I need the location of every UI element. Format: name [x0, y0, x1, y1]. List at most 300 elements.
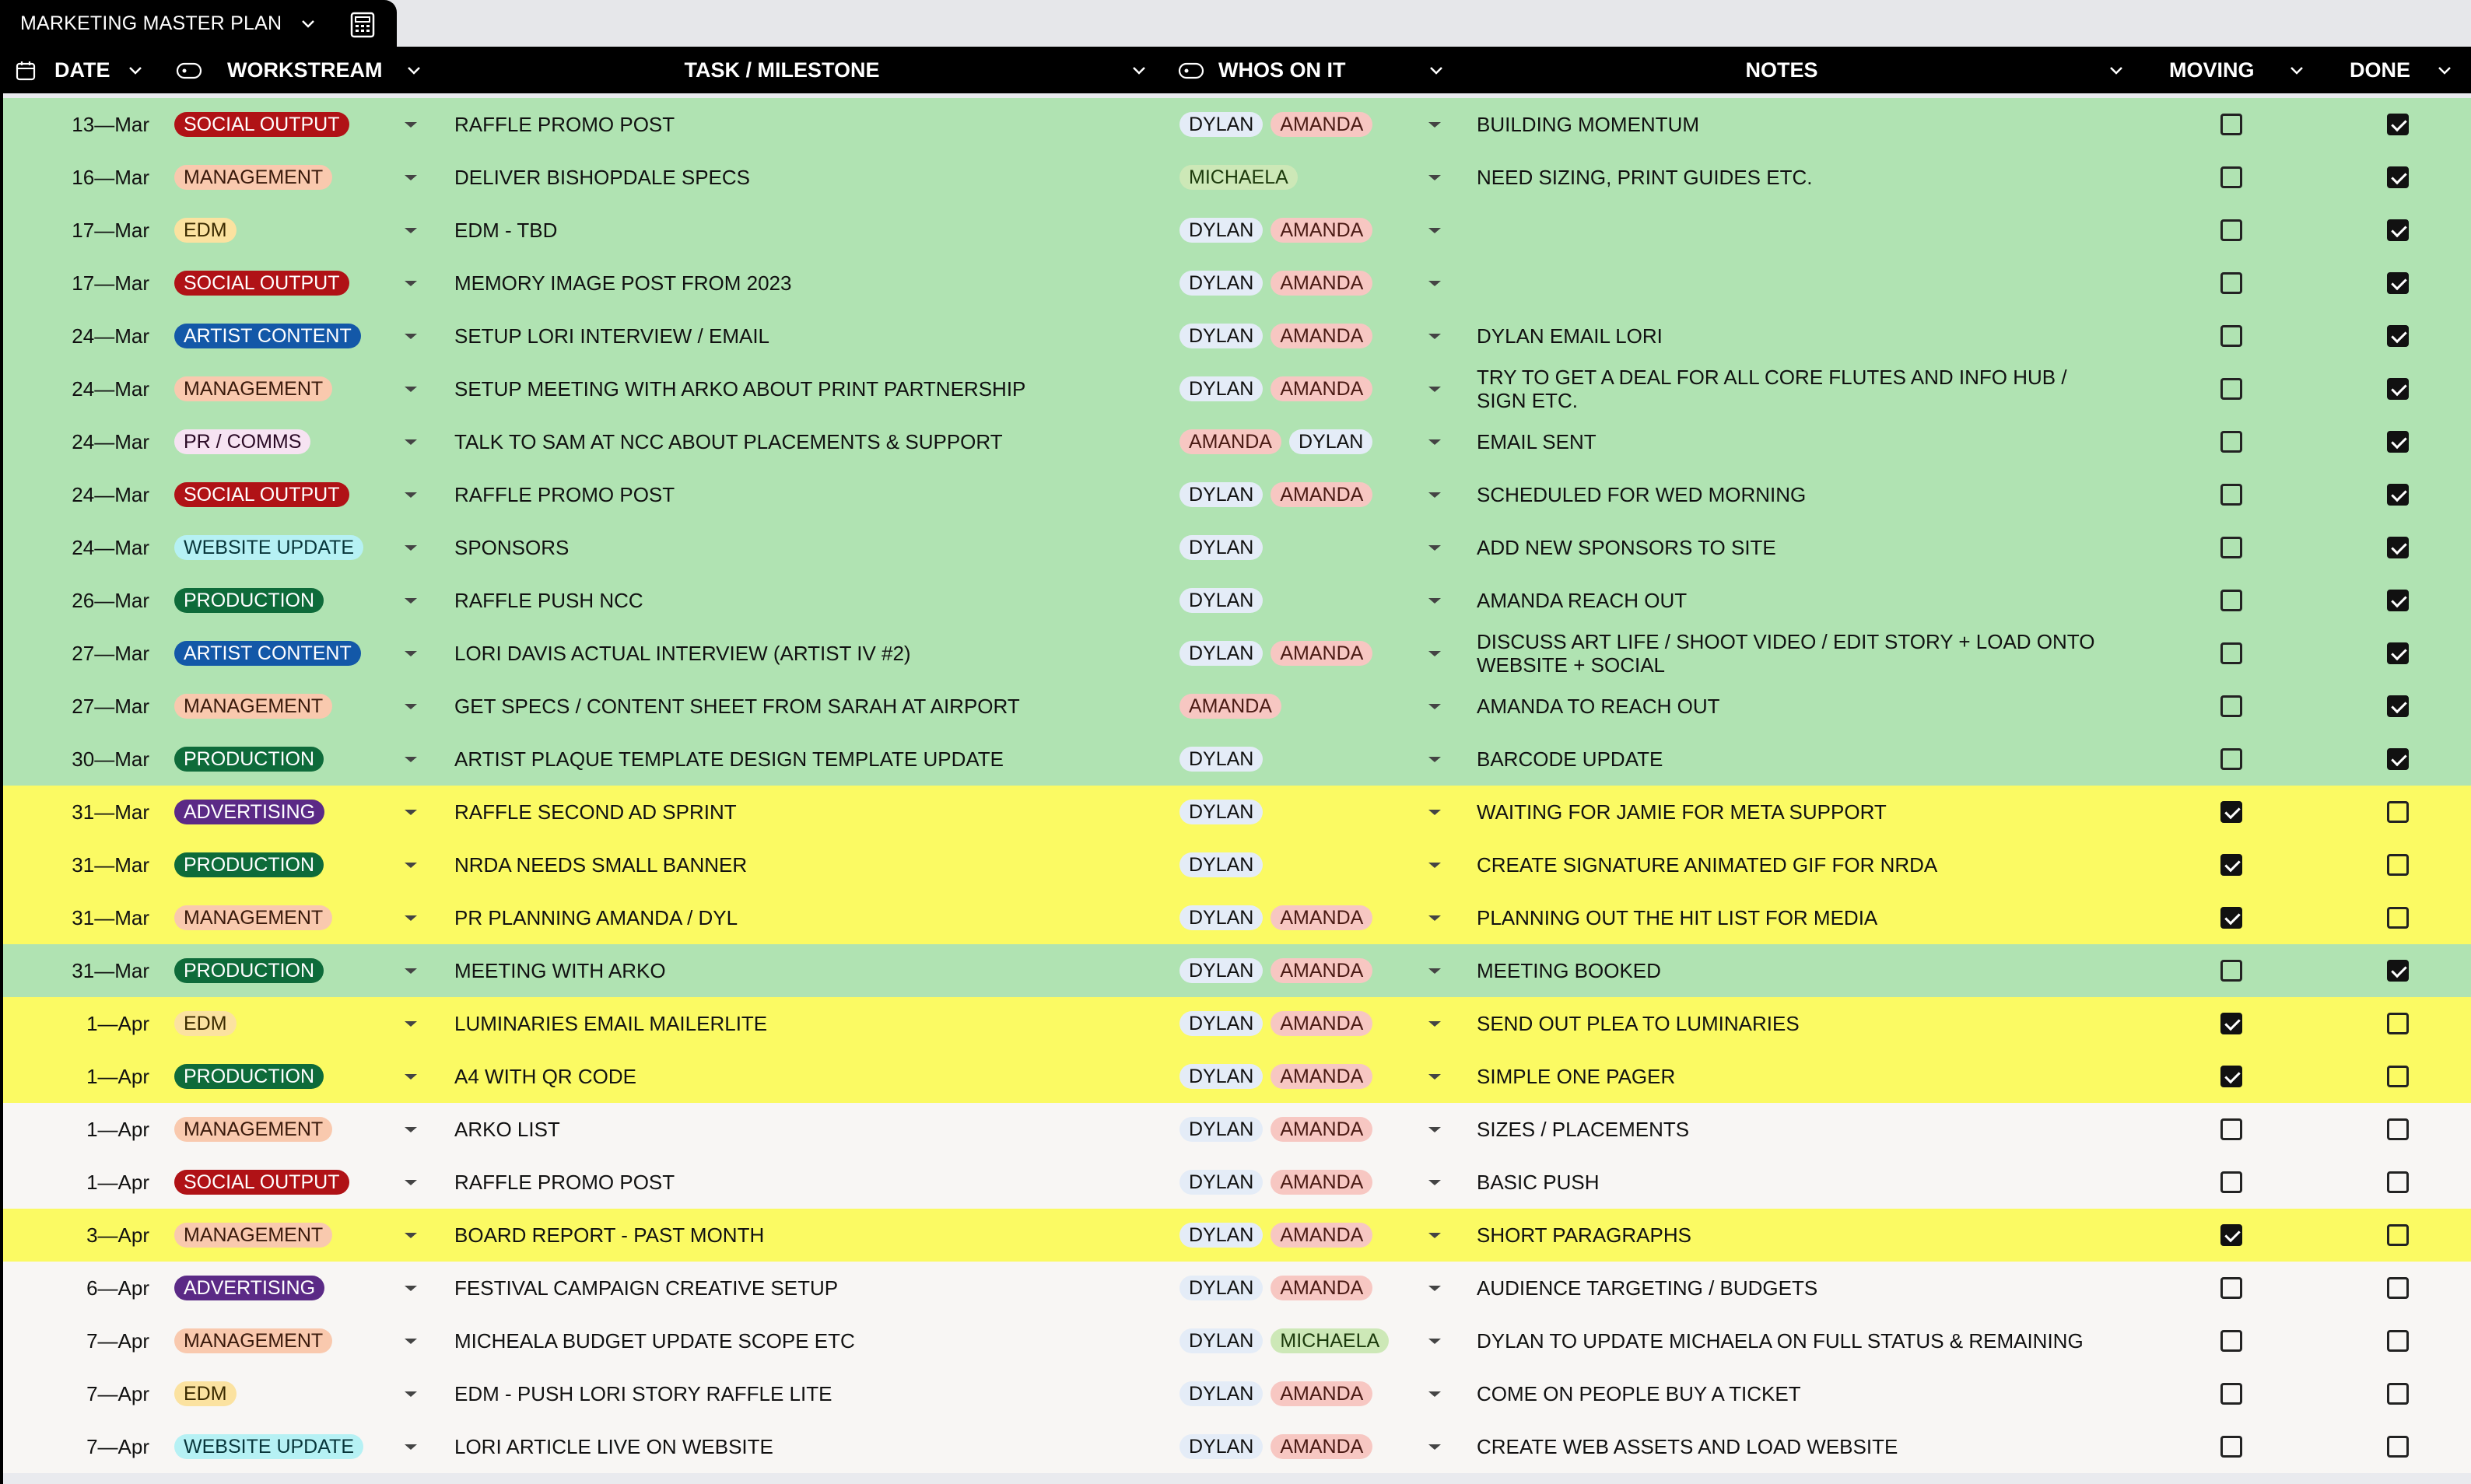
done-checkbox[interactable]	[2387, 431, 2409, 453]
caret-down-icon[interactable]	[405, 1391, 417, 1397]
whos-on-it-cell[interactable]	[1179, 1420, 1380, 1473]
moving-checkbox[interactable]	[2220, 431, 2242, 453]
workstream-cell[interactable]	[174, 1262, 324, 1314]
done-checkbox[interactable]	[2387, 1013, 2409, 1034]
caret-down-icon[interactable]	[405, 281, 417, 286]
chevron-down-icon[interactable]	[2287, 61, 2306, 79]
workstream-cell[interactable]	[174, 1103, 332, 1156]
caret-down-icon[interactable]	[405, 1286, 417, 1291]
date-value: 6—Apr	[86, 1276, 149, 1300]
header-whos-on-it[interactable]: WHOS ON IT	[1218, 58, 1346, 82]
done-checkbox[interactable]	[2387, 1118, 2409, 1140]
workstream-cell[interactable]	[174, 257, 349, 310]
moving-checkbox[interactable]	[2220, 1171, 2242, 1193]
date-cell[interactable]	[0, 733, 149, 786]
moving-checkbox[interactable]	[2220, 1330, 2242, 1352]
workstream-cell[interactable]	[174, 1209, 332, 1262]
task-cell[interactable]	[454, 310, 769, 362]
task-cell[interactable]	[454, 362, 1025, 415]
done-checkbox[interactable]	[2387, 642, 2409, 664]
caret-down-icon[interactable]	[1428, 1180, 1441, 1185]
workstream-cell[interactable]	[174, 1314, 332, 1367]
table-row	[0, 1262, 2471, 1314]
task-cell[interactable]	[454, 997, 767, 1050]
done-checkbox[interactable]	[2387, 695, 2409, 717]
caret-down-icon[interactable]	[1428, 1286, 1441, 1291]
notes-cell[interactable]	[1477, 151, 2115, 204]
done-checkbox[interactable]	[2387, 907, 2409, 929]
caret-down-icon[interactable]	[1428, 1233, 1441, 1238]
whos-on-it-cell[interactable]	[1179, 944, 1380, 997]
notes-cell[interactable]	[1477, 786, 2115, 838]
chevron-down-icon[interactable]	[126, 61, 145, 79]
task-cell[interactable]	[454, 733, 1004, 786]
person-chip: DYLAN	[1179, 218, 1263, 243]
task-cell[interactable]	[454, 1262, 838, 1314]
date-cell[interactable]	[0, 204, 149, 257]
moving-checkbox[interactable]	[2220, 1383, 2242, 1405]
done-checkbox[interactable]	[2387, 484, 2409, 506]
caret-down-icon[interactable]	[405, 968, 417, 974]
workstream-cell[interactable]	[174, 151, 332, 204]
done-checkbox[interactable]	[2387, 590, 2409, 611]
date-cell[interactable]	[0, 627, 149, 680]
task-cell[interactable]	[454, 151, 750, 204]
notes-cell[interactable]	[1477, 733, 2115, 786]
task-text: RAFFLE SECOND AD SPRINT	[454, 800, 737, 824]
caret-down-icon[interactable]	[1428, 1127, 1441, 1132]
date-cell[interactable]	[0, 944, 149, 997]
notes-cell[interactable]	[1477, 362, 2115, 415]
done-checkbox[interactable]	[2387, 1436, 2409, 1458]
task-cell[interactable]	[454, 891, 738, 944]
date-cell[interactable]	[0, 891, 149, 944]
task-cell[interactable]	[454, 786, 737, 838]
person-chip: DYLAN	[1179, 535, 1263, 560]
caret-down-icon[interactable]	[405, 122, 417, 128]
workstream-cell[interactable]	[174, 1050, 324, 1103]
caret-down-icon[interactable]	[405, 598, 417, 604]
person-chip: DYLAN	[1179, 1434, 1263, 1459]
task-text: LUMINARIES EMAIL MAILERLITE	[454, 1011, 768, 1035]
task-cell[interactable]	[454, 1156, 675, 1209]
done-checkbox[interactable]	[2387, 1066, 2409, 1087]
chevron-down-icon[interactable]	[2435, 61, 2454, 79]
notes-text: SIMPLE ONE PAGER	[1477, 1065, 1676, 1088]
whos-on-it-cell[interactable]	[1179, 310, 1380, 362]
person-chip: AMANDA	[1271, 1170, 1372, 1195]
workstream-cell[interactable]	[174, 98, 349, 151]
done-checkbox[interactable]	[2387, 1277, 2409, 1299]
caret-down-icon[interactable]	[405, 228, 417, 233]
header-done[interactable]: DONE	[2350, 58, 2411, 82]
caret-down-icon[interactable]	[405, 1127, 417, 1132]
workstream-badge: SOCIAL OUTPUT	[174, 1170, 349, 1195]
whos-on-it-cell[interactable]	[1179, 1367, 1380, 1420]
caret-down-icon[interactable]	[405, 704, 417, 709]
moving-checkbox[interactable]	[2220, 1277, 2242, 1299]
notes-text: DISCUSS ART LIFE / SHOOT VIDEO / EDIT STORY + LOAD ONTO WEBSITE + SOCIAL	[1477, 630, 2095, 677]
caret-down-icon[interactable]	[405, 1074, 417, 1080]
workstream-cell[interactable]	[174, 997, 237, 1050]
date-value: 31—Mar	[72, 852, 149, 877]
workstream-cell[interactable]	[174, 891, 332, 944]
notes-cell[interactable]	[1477, 1420, 2115, 1473]
workstream-badge: MANAGEMENT	[174, 1117, 332, 1142]
done-checkbox[interactable]	[2387, 1224, 2409, 1246]
header-notes[interactable]: NOTES	[1745, 58, 1818, 82]
task-cell[interactable]	[454, 1367, 832, 1420]
person-chip: AMANDA	[1271, 112, 1372, 137]
workstream-cell[interactable]	[174, 415, 310, 468]
whos-on-it-cell[interactable]	[1179, 521, 1271, 574]
task-cell[interactable]	[454, 257, 791, 310]
whos-on-it-cell[interactable]	[1179, 1103, 1380, 1156]
date-cell[interactable]	[0, 574, 149, 627]
task-cell[interactable]	[454, 574, 643, 627]
whos-on-it-cell[interactable]	[1179, 1156, 1380, 1209]
caret-down-icon[interactable]	[405, 439, 417, 445]
done-checkbox[interactable]	[2387, 801, 2409, 823]
notes-text: MEETING BOOKED	[1477, 959, 1661, 982]
notes-text: NEED SIZING, PRINT GUIDES ETC.	[1477, 166, 1813, 189]
date-value: 26—Mar	[72, 588, 149, 612]
calculator-icon[interactable]	[349, 11, 377, 39]
whos-on-it-cell[interactable]	[1179, 997, 1380, 1050]
date-cell[interactable]	[0, 468, 149, 521]
person-chip: DYLAN	[1179, 958, 1263, 983]
whos-on-it-cell[interactable]	[1179, 1314, 1397, 1367]
date-cell[interactable]	[0, 786, 149, 838]
moving-checkbox[interactable]	[2220, 801, 2242, 823]
whos-on-it-cell[interactable]	[1179, 204, 1380, 257]
notes-text: WAITING FOR JAMIE FOR META SUPPORT	[1477, 800, 1887, 824]
workstream-cell[interactable]	[174, 204, 237, 257]
done-checkbox[interactable]	[2387, 854, 2409, 876]
date-cell[interactable]	[0, 838, 149, 891]
workstream-cell[interactable]	[174, 733, 324, 786]
caret-down-icon[interactable]	[1428, 1021, 1441, 1027]
chevron-down-icon[interactable]	[2107, 61, 2126, 79]
notes-cell[interactable]	[1477, 1262, 2115, 1314]
workstream-cell[interactable]	[174, 310, 361, 362]
person-chip: DYLAN	[1179, 747, 1263, 772]
whos-on-it-cell[interactable]	[1179, 415, 1380, 468]
caret-down-icon[interactable]	[1428, 439, 1441, 445]
workstream-cell[interactable]	[174, 627, 361, 680]
caret-down-icon[interactable]	[1428, 281, 1441, 286]
moving-checkbox[interactable]	[2220, 1118, 2242, 1140]
moving-checkbox[interactable]	[2220, 325, 2242, 347]
table-row	[0, 627, 2471, 680]
caret-down-icon[interactable]	[1428, 968, 1441, 974]
caret-down-icon[interactable]	[1428, 545, 1441, 551]
date-value: 24—Mar	[72, 324, 149, 348]
header-workstream[interactable]: WORKSTREAM	[227, 58, 383, 82]
task-cell[interactable]	[454, 415, 1003, 468]
date-cell[interactable]	[0, 257, 149, 310]
workstream-cell[interactable]	[174, 1156, 349, 1209]
moving-checkbox[interactable]	[2220, 695, 2242, 717]
notes-cell[interactable]	[1477, 1314, 2115, 1367]
moving-checkbox[interactable]	[2220, 854, 2242, 876]
moving-checkbox[interactable]	[2220, 219, 2242, 241]
whos-on-it-cell[interactable]	[1179, 838, 1271, 891]
moving-checkbox[interactable]	[2220, 1066, 2242, 1087]
notes-cell[interactable]	[1477, 1209, 2115, 1262]
moving-checkbox[interactable]	[2220, 272, 2242, 294]
notes-text: TRY TO GET A DEAL FOR ALL CORE FLUTES AND INFO HUB / SIGN ETC.	[1477, 366, 2067, 412]
task-cell[interactable]	[454, 521, 569, 574]
task-text: NRDA NEEDS SMALL BANNER	[454, 852, 748, 877]
person-chip: AMANDA	[1271, 218, 1372, 243]
done-checkbox[interactable]	[2387, 114, 2409, 135]
person-chip: DYLAN	[1179, 588, 1263, 613]
task-cell[interactable]	[454, 98, 675, 151]
notes-cell[interactable]	[1477, 891, 2115, 944]
caret-down-icon[interactable]	[1428, 863, 1441, 868]
table-row	[0, 468, 2471, 521]
notes-cell[interactable]	[1477, 1050, 2115, 1103]
task-text: ARKO LIST	[454, 1117, 560, 1141]
notes-cell[interactable]	[1477, 838, 2115, 891]
header-moving[interactable]: MOVING	[2169, 58, 2255, 82]
date-cell[interactable]	[0, 98, 149, 151]
workstream-cell[interactable]	[174, 838, 324, 891]
workstream-badge: PRODUCTION	[174, 747, 324, 772]
notes-cell[interactable]	[1477, 468, 2115, 521]
whos-on-it-cell[interactable]	[1179, 468, 1380, 521]
chevron-down-icon[interactable]	[1427, 61, 1446, 79]
moving-checkbox[interactable]	[2220, 537, 2242, 558]
task-text: RAFFLE PUSH NCC	[454, 588, 643, 612]
date-cell[interactable]	[0, 1367, 149, 1420]
moving-checkbox[interactable]	[2220, 1013, 2242, 1034]
done-checkbox[interactable]	[2387, 1330, 2409, 1352]
moving-checkbox[interactable]	[2220, 642, 2242, 664]
caret-down-icon[interactable]	[405, 810, 417, 815]
whos-on-it-cell[interactable]	[1179, 891, 1380, 944]
date-cell[interactable]	[0, 151, 149, 204]
moving-checkbox[interactable]	[2220, 484, 2242, 506]
person-chip: AMANDA	[1271, 1117, 1372, 1142]
date-value: 17—Mar	[72, 218, 149, 242]
whos-on-it-cell[interactable]	[1179, 98, 1380, 151]
caret-down-icon[interactable]	[405, 651, 417, 656]
done-checkbox[interactable]	[2387, 748, 2409, 770]
moving-checkbox[interactable]	[2220, 1224, 2242, 1246]
caret-down-icon[interactable]	[1428, 175, 1441, 180]
notes-cell[interactable]	[1477, 257, 2115, 310]
workstream-cell[interactable]	[174, 944, 324, 997]
task-cell[interactable]	[454, 1209, 764, 1262]
task-cell[interactable]	[454, 680, 1020, 733]
caret-down-icon[interactable]	[405, 1180, 417, 1185]
notes-cell[interactable]	[1477, 310, 2115, 362]
notes-cell[interactable]	[1477, 1156, 2115, 1209]
whos-on-it-cell[interactable]	[1179, 1209, 1380, 1262]
column-header-row	[0, 47, 2471, 93]
notes-text: BARCODE UPDATE	[1477, 747, 1663, 771]
caret-down-icon[interactable]	[405, 175, 417, 180]
whos-on-it-cell[interactable]	[1179, 1050, 1380, 1103]
person-chip: AMANDA	[1271, 1434, 1372, 1459]
task-cell[interactable]	[454, 204, 557, 257]
done-checkbox[interactable]	[2387, 960, 2409, 982]
whos-on-it-cell[interactable]	[1179, 786, 1271, 838]
notes-cell[interactable]	[1477, 98, 2115, 151]
caret-down-icon[interactable]	[1428, 122, 1441, 128]
header-date[interactable]: DATE	[54, 58, 110, 82]
whos-on-it-cell[interactable]	[1179, 362, 1380, 415]
notes-cell[interactable]	[1477, 1103, 2115, 1156]
task-cell[interactable]	[454, 1050, 636, 1103]
chevron-down-icon[interactable]	[299, 14, 317, 33]
caret-down-icon[interactable]	[1428, 704, 1441, 709]
notes-cell[interactable]	[1477, 627, 2115, 680]
notes-cell[interactable]	[1477, 521, 2115, 574]
task-text: RAFFLE PROMO POST	[454, 112, 675, 136]
caret-down-icon[interactable]	[405, 757, 417, 762]
whos-on-it-cell[interactable]	[1179, 574, 1271, 627]
task-cell[interactable]	[454, 1314, 855, 1367]
date-cell[interactable]	[0, 362, 149, 415]
caret-down-icon[interactable]	[1428, 228, 1441, 233]
date-value: 31—Mar	[72, 800, 149, 824]
person-chip: DYLAN	[1179, 1276, 1263, 1300]
moving-checkbox[interactable]	[2220, 114, 2242, 135]
moving-checkbox[interactable]	[2220, 166, 2242, 188]
notes-cell[interactable]	[1477, 204, 2115, 257]
caret-down-icon[interactable]	[1428, 598, 1441, 604]
done-checkbox[interactable]	[2387, 1171, 2409, 1193]
task-cell[interactable]	[454, 468, 675, 521]
caret-down-icon[interactable]	[405, 1233, 417, 1238]
caret-down-icon[interactable]	[1428, 651, 1441, 656]
moving-checkbox[interactable]	[2220, 960, 2242, 982]
moving-checkbox[interactable]	[2220, 907, 2242, 929]
done-checkbox[interactable]	[2387, 166, 2409, 188]
notes-cell[interactable]	[1477, 680, 2115, 733]
workstream-badge: SOCIAL OUTPUT	[174, 482, 349, 507]
moving-checkbox[interactable]	[2220, 378, 2242, 400]
moving-checkbox[interactable]	[2220, 590, 2242, 611]
caret-down-icon[interactable]	[405, 387, 417, 392]
task-cell[interactable]	[454, 944, 666, 997]
whos-on-it-cell[interactable]	[1179, 257, 1380, 310]
date-cell[interactable]	[0, 1262, 149, 1314]
caret-down-icon[interactable]	[1428, 1074, 1441, 1080]
workstream-cell[interactable]	[174, 786, 324, 838]
workstream-cell[interactable]	[174, 521, 363, 574]
caret-down-icon[interactable]	[405, 1444, 417, 1450]
date-cell[interactable]	[0, 415, 149, 468]
date-cell[interactable]	[0, 521, 149, 574]
date-cell[interactable]	[0, 1156, 149, 1209]
workstream-cell[interactable]	[174, 1420, 363, 1473]
whos-on-it-cell[interactable]	[1179, 627, 1380, 680]
workstream-cell[interactable]	[174, 362, 332, 415]
task-cell[interactable]	[454, 1420, 773, 1473]
whos-on-it-cell[interactable]	[1179, 1262, 1380, 1314]
workstream-badge: PRODUCTION	[174, 588, 324, 613]
caret-down-icon[interactable]	[1428, 810, 1441, 815]
date-cell[interactable]	[0, 1050, 149, 1103]
done-checkbox[interactable]	[2387, 378, 2409, 400]
caret-down-icon[interactable]	[405, 492, 417, 498]
caret-down-icon[interactable]	[405, 1339, 417, 1344]
whos-on-it-cell[interactable]	[1179, 680, 1289, 733]
caret-down-icon[interactable]	[1428, 334, 1441, 339]
chevron-down-icon[interactable]	[1130, 61, 1148, 79]
notes-cell[interactable]	[1477, 415, 2115, 468]
workstream-cell[interactable]	[174, 574, 324, 627]
notes-text: DYLAN EMAIL LORI	[1477, 324, 1663, 348]
task-cell[interactable]	[454, 1103, 560, 1156]
date-cell[interactable]	[0, 997, 149, 1050]
done-checkbox[interactable]	[2387, 272, 2409, 294]
caret-down-icon[interactable]	[1428, 492, 1441, 498]
date-cell[interactable]	[0, 1420, 149, 1473]
caret-down-icon[interactable]	[1428, 1391, 1441, 1397]
table-row	[0, 997, 2471, 1050]
date-cell[interactable]	[0, 1209, 149, 1262]
whos-on-it-cell[interactable]	[1179, 151, 1306, 204]
whos-on-it-cell[interactable]	[1179, 733, 1271, 786]
date-value: 24—Mar	[72, 535, 149, 559]
done-checkbox[interactable]	[2387, 1383, 2409, 1405]
caret-down-icon[interactable]	[1428, 757, 1441, 762]
task-cell[interactable]	[454, 627, 911, 680]
task-text: BOARD REPORT - PAST MONTH	[454, 1223, 765, 1247]
date-cell[interactable]	[0, 680, 149, 733]
caret-down-icon[interactable]	[405, 915, 417, 921]
caret-down-icon[interactable]	[405, 863, 417, 868]
task-text: SETUP LORI INTERVIEW / EMAIL	[454, 324, 770, 348]
task-cell[interactable]	[454, 838, 747, 891]
task-text: MEETING WITH ARKO	[454, 958, 666, 982]
date-cell[interactable]	[0, 1314, 149, 1367]
notes-cell[interactable]	[1477, 574, 2115, 627]
done-checkbox[interactable]	[2387, 219, 2409, 241]
date-value: 16—Mar	[72, 165, 149, 189]
caret-down-icon[interactable]	[405, 334, 417, 339]
workstream-badge: MANAGEMENT	[174, 1328, 332, 1353]
header-task[interactable]: TASK / MILESTONE	[684, 58, 880, 82]
chevron-down-icon[interactable]	[405, 61, 423, 79]
caret-down-icon[interactable]	[1428, 387, 1441, 392]
caret-down-icon[interactable]	[405, 545, 417, 551]
notes-cell[interactable]	[1477, 997, 2115, 1050]
notes-cell[interactable]	[1477, 1367, 2115, 1420]
caret-down-icon[interactable]	[405, 1021, 417, 1027]
date-cell[interactable]	[0, 1103, 149, 1156]
date-cell[interactable]	[0, 310, 149, 362]
done-checkbox[interactable]	[2387, 537, 2409, 558]
caret-down-icon[interactable]	[1428, 1339, 1441, 1344]
notes-cell[interactable]	[1477, 944, 2115, 997]
caret-down-icon[interactable]	[1428, 915, 1441, 921]
workstream-cell[interactable]	[174, 468, 349, 521]
notes-text: SEND OUT PLEA TO LUMINARIES	[1477, 1012, 1800, 1035]
workstream-cell[interactable]	[174, 680, 332, 733]
sheet-tab[interactable]	[0, 0, 397, 47]
caret-down-icon[interactable]	[1428, 1444, 1441, 1450]
moving-checkbox[interactable]	[2220, 1436, 2242, 1458]
moving-checkbox[interactable]	[2220, 748, 2242, 770]
done-checkbox[interactable]	[2387, 325, 2409, 347]
workstream-cell[interactable]	[174, 1367, 237, 1420]
